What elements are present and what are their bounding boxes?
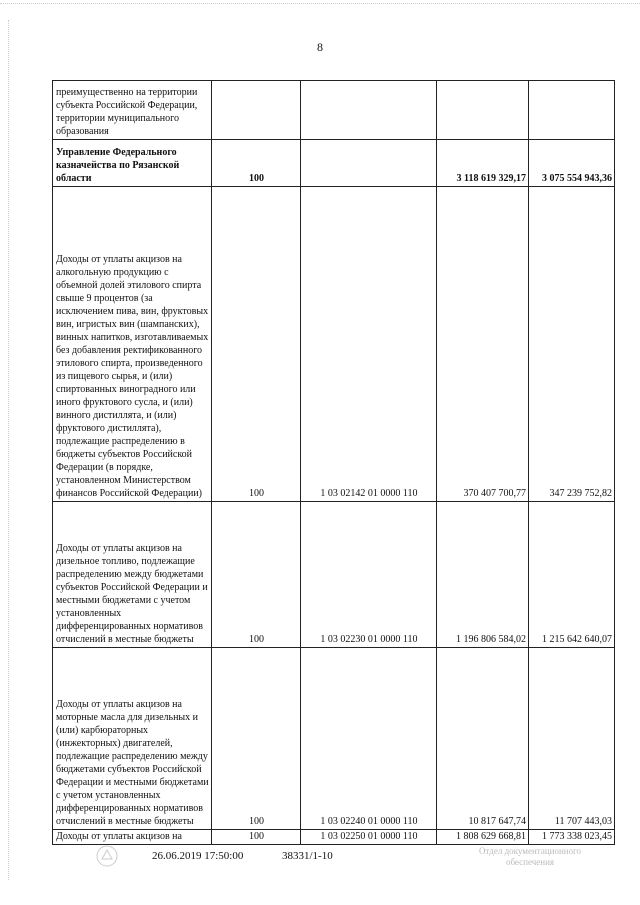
row-value-1: 3 118 619 329,17: [437, 140, 529, 187]
table-row-department: [53, 140, 615, 187]
row-budget-code: [301, 81, 437, 140]
row-admin-code: [212, 81, 301, 140]
row-admin-code: 100: [212, 187, 301, 502]
table-row: [53, 187, 615, 502]
row-value-2: 3 075 554 943,36: [529, 140, 615, 187]
row-admin-code: 100: [212, 648, 301, 830]
document-footer: [0, 846, 640, 880]
row-admin-code: 100: [212, 502, 301, 648]
row-value-2: 11 707 443,03: [529, 648, 615, 830]
row-name: Доходы от уплаты акцизов на: [53, 830, 212, 845]
row-budget-code: 1 03 02230 01 0000 110: [301, 502, 437, 648]
row-name: Управление Федерального казначейства по Рязанской области: [53, 140, 212, 187]
row-budget-code: 1 03 02240 01 0000 110: [301, 648, 437, 830]
registration-datetime: 26.06.2019 17:50:00: [152, 850, 244, 862]
row-name: Доходы от уплаты акцизов на алкогольную продукцию с объемной долей этилового спирта свыше 9 процентов (за исключением пива, вин, фруктовых вин, игристых вин (шампанских), винных напитков, изготавливаемых без добавления ректификованного этилового спирта, произведенного из пищевого сырья, и (или) спиртованных виноградного или иного фруктового сусла, и (или) винного дистиллята, и (или) фруктового дистиллята), подлежащие распределению в бюджеты субъектов Российской Федерации (в порядке, установленном Министерством финансов Российской Федерации): [53, 187, 212, 502]
emblem-stamp-icon: [95, 844, 119, 868]
revenue-table: [52, 80, 615, 845]
row-name: Доходы от уплаты акцизов на моторные масла для дизельных и (или) карбюраторных (инжекторных) двигателей, подлежащие распределению между бюджетами субъектов Российской Федерации и местными бюджетами с учетом установленных дифференцированных нормативов отчислений в местные бюджеты: [53, 648, 212, 830]
table-row: [53, 81, 615, 140]
row-budget-code: 1 03 02142 01 0000 110: [301, 187, 437, 502]
scan-edge-top: [0, 3, 640, 5]
row-value-1: 10 817 647,74: [437, 648, 529, 830]
row-budget-code: 1 03 02250 01 0000 110: [301, 830, 437, 845]
row-value-1: 1 196 806 584,02: [437, 502, 529, 648]
row-name: Доходы от уплаты акцизов на дизельное топливо, подлежащие распределению между бюджетами субъектов Российской Федерации и местными бюджетами с учетом установленных дифференцированных нормативов отчислений в местные бюджеты: [53, 502, 212, 648]
office-stamp: Отдел документационного обеспечения: [478, 846, 582, 867]
row-admin-code: 100: [212, 830, 301, 845]
row-value-2: 1 215 642 640,07: [529, 502, 615, 648]
row-value-1: 370 407 700,77: [437, 187, 529, 502]
row-budget-code: [301, 140, 437, 187]
row-value-1: [437, 81, 529, 140]
table-row: [53, 830, 615, 845]
table-row: [53, 502, 615, 648]
page-number: 8: [317, 40, 323, 54]
row-name: преимущественно на территории субъекта Российской Федерации, территории муниципального образования: [53, 81, 212, 140]
row-value-2: 347 239 752,82: [529, 187, 615, 502]
row-value-2: 1 773 338 023,45: [529, 830, 615, 845]
scan-edge-left: [8, 20, 10, 880]
registration-number: 38331/1-10: [282, 850, 333, 862]
row-value-2: [529, 81, 615, 140]
row-value-1: 1 808 629 668,81: [437, 830, 529, 845]
row-admin-code: 100: [212, 140, 301, 187]
table-row: [53, 648, 615, 830]
